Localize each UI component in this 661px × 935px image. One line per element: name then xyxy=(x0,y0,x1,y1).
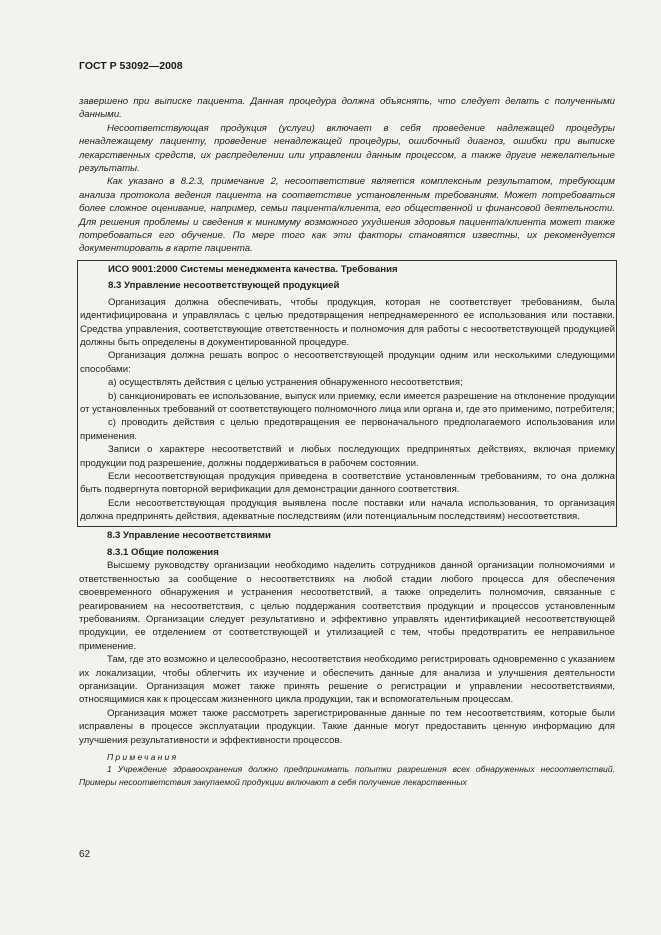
section-paragraph-2: Там, где это возможно и целесообразно, несоответствия необходимо регистрировать одновременно с указанием их локализации, чтобы облегчить их изучение и обеспечить данные для анализа и улучшения деятельности организации. Организация может также принять решение о регистрации и управлении несоответствиями, относящимися как к процессам жизненного цикла продукции, так и вспомогательным процессам. xyxy=(79,654,615,706)
iso-quote-box xyxy=(77,260,617,527)
iso-box-paragraph-2: Организация должна решать вопрос о несоответствующей продукции одним или несколькими следующими способами: xyxy=(80,350,615,375)
subsection-heading: 8.3.1 Общие положения xyxy=(107,547,219,558)
iso-box-paragraph-4: Если несоответствующая продукция приведена в соответствие установленным требованиям, то она должна быть подвергнута повторной верификации для демонстрации данного соответствия. xyxy=(80,470,615,496)
section-paragraph-3: Организация может также рассмотреть зарегистрированные данные по тем несоответствиям, которые были исправлены в процессе эксплуатации продукции. Такие данные могут предоставить ценную информацию для улучшения результативности и эффективности процессов. xyxy=(79,707,615,746)
iso-box-title: ИСО 9001:2000 Системы менеджмента качества. Требования xyxy=(108,263,398,275)
iso-box-item-c: c) проводить действия с целью предотвращения ее первоначального предполагаемого использования или применения. xyxy=(80,417,615,442)
note-1: 1 Учреждение здравоохранения должно предпринимать попытки разрешения всех обнаруженных несоответствий. Примеры несоответствия закупаемой продукции включают в себя получение лекарственных xyxy=(79,764,615,787)
intro-paragraph-1: завершено при выписке пациента. Данная процедура должна объяснять, что следует делать с полученными данными. xyxy=(79,96,615,121)
section-heading: 8.3 Управление несоответствиями xyxy=(107,529,271,541)
iso-box-item-b: b) санкционировать ее использование, выпуск или приемку, если имеется разрешение на отклонение продукции от установленных требований от соответствующего полномочного лица или органа и, где это применимо, потребителя; xyxy=(80,390,615,415)
iso-box-paragraph-5: Если несоответствующая продукция выявлена после поставки или начала использования, то организация должна предпринять действия, адекватные последствиям (или потенциальным последствиям) несоответствия. xyxy=(80,497,615,523)
intro-paragraph-2: Несоответствующая продукция (услуги) включает в себя проведение надлежащей процедуры ненадлежащему пациенту, проведение ненадлежащей процедуры, ошибочный диагноз, ошибки при выписке лекарственных средств, их распределении или управлении данным процессом, а также другие нежелательные результаты. xyxy=(79,122,615,175)
notes-heading: Примечания xyxy=(107,752,179,763)
page-content xyxy=(79,95,615,788)
iso-box-paragraph-3: Записи о характере несоответствий и любых последующих предпринятых действиях, включая приемку продукции под разрешение, должны поддерживаться в рабочем состоянии. xyxy=(80,444,615,469)
iso-box-section-heading: 8.3 Управление несоответствующей продукцией xyxy=(108,280,340,292)
section-paragraph-1: Высшему руководству организации необходимо наделить сотрудников данной организации полномочиями и ответственностью за сообщение о несоответствиях на любой стадии любого процесса для обеспечения своевременного обнаружения и устранения несоответствий, а также определить полномочия, связанные с реагированием на несоответствия, с целью поддержания соответствия продукции и процессов установленным требованиям. Организации следует результативно и эффективно управлять идентификацией несоответствующей продукции, ее отделением от соответствующей и утилизацией с тем, чтобы предотвратить ее неправильное применение. xyxy=(79,560,615,652)
page-number: 62 xyxy=(79,849,91,860)
iso-box-item-a: a) осуществлять действия с целью устранения обнаруженного несоответствия; xyxy=(108,377,463,389)
iso-box-paragraph-1: Организация должна обеспечивать, чтобы продукция, которая не соответствует требованиям, была идентифицирована и управлялась с целью предотвращения непреднамеренного ее использования или поставки. Средства управления, соответствующие ответственность и полномочия для работы с несоответствующей продукцией должны быть определены в документированной процедуре. xyxy=(80,296,615,348)
document-code: ГОСТ Р 53092—2008 xyxy=(79,60,183,72)
intro-paragraph-3: Как указано в 8.2.3, примечание 2, несоответствие является комплексным результатом, требующим анализа протокола ведения пациента на соответствие установленным требованиям. Может потребоваться более сложное оценивание, например, семьи пациента/клиента, его общественной и финансовой деятельности. Для решения проблемы и сведения к минимуму возможного ухудшения здоровья пациента/клиента может также потребоваться его обучение. По мере того как эти факторы становятся известны, их рекомендуется документировать в карте пациента. xyxy=(79,176,615,255)
